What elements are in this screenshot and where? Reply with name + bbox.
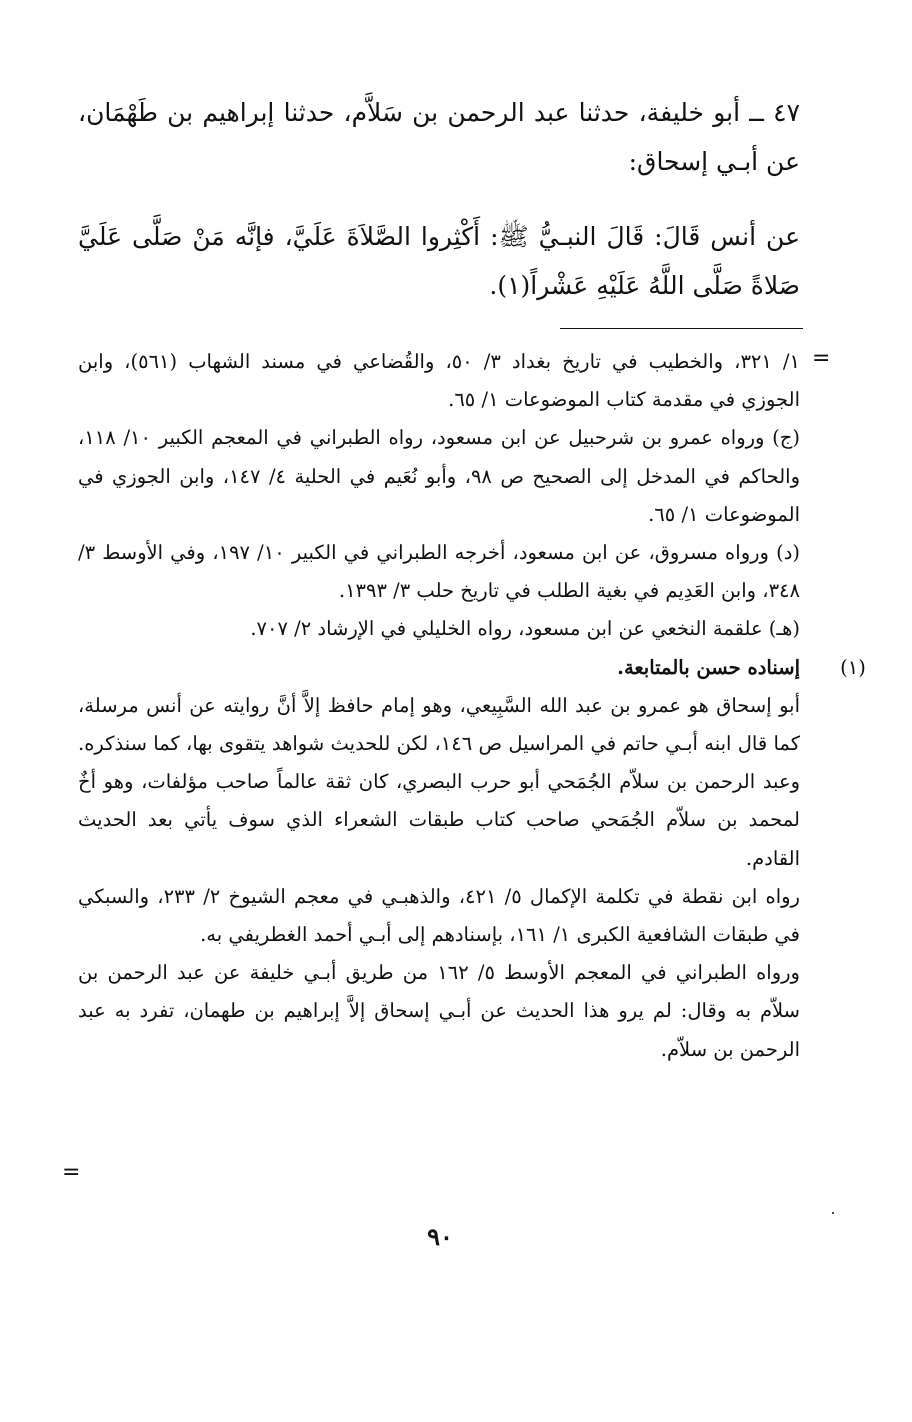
footnote-continuation-line: (ج) ورواه عمرو بن شرحبيل عن ابن مسعود، رواه الطبراني في المعجم الكبير ١٠/ ١١٨، والحاكم في المدخل إلى الصحيح ص ٩٨، وأبو نُعَيم في الحلية ٤/ ١٤٧، وابن الجوزي في الموضوعات ١/ ٦٥. [78,426,800,526]
footnote-number: (١) [840,655,866,679]
speck [832,1212,834,1214]
footnote-continuation-line: (د) ورواه مسروق، عن ابن مسعود، أخرجه الطبراني في الكبير ١٠/ ١٩٧، وفي الأوسط ٣/ ٣٤٨، وابن العَدِيم في بغية الطلب في تاريخ حلب ٣/ ١٣٩٣. [78,541,800,603]
page-number: ٩٠ [427,1222,453,1251]
footnote-heading: إسناده حسن بالمتابعة. [617,655,800,679]
hadith-text: عن أنس قَالَ: قَالَ النبـيُّ ﷺ: أَكْثِروا الصَّلاَةَ عَلَيَّ، فإنَّه مَنْ صَلَّى عَلَيَّ صَلاةً صَلَّى اللَّهُ عَلَيْهِ عَشْراً(١). [78,222,800,300]
footnote-paragraph: ورواه الطبراني في المعجم الأوسط ٥/ ١٦٢ من طريق أبـي خليفة عن عبد الرحمن بن سلاّم به وقال: لم يرو هذا الحديث عن أبـي إسحاق إلاَّ إبراهيم بن طهمان، تفرد به عبد الرحمن بن سلاّم. [78,961,800,1061]
footnote-continuation-line: ١/ ٣٢١، والخطيب في تاريخ بغداد ٣/ ٥٠، والقُضاعي في مسند الشهاب (٥٦١)، وابن الجوزي في مقدمة كتاب الموضوعات ١/ ٦٥. [78,350,800,412]
footnote-1 [78,649,866,687]
footnote-paragraph: أبو إسحاق هو عمرو بن عبد الله السَّبِيعي، وهو إمام حافظ إلاَّ أنَّ روايته عن أنس مرسلة، كما قال ابنه أبـي حاتم في المراسيل ص ١٤٦، لكن للحديث شواهد يتقوى بها، كما سنذكره. وعبد الرحمن بن سلاّم الجُمَحي أبو حرب البصري، كان ثقة عالماً صاحب مؤلفات، وهو أخٌ لمحمد بن سلاّم الجُمَحي صاحب كتاب طبقات الشعراء الذي سوف يأتي بعد الحديث القادم. [78,693,800,870]
continues-mark: = [62,1160,81,1185]
hadith-chain: ٤٧ ــ أبو خليفة، حدثنا عبد الرحمن بن سَلاَّم، حدثنا إبراهيم بن طَهْمَان، عن أبـي إسحاق: [78,98,800,176]
footnotes [78,343,866,1069]
continuation-mark: = [812,346,831,371]
footnote-continuation-line: (هـ) علقمة النخعي عن ابن مسعود، رواه الخليلي في الإرشاد ٢/ ٧٠٧. [250,617,800,641]
footnote-separator [560,328,803,329]
footnote-paragraph: رواه ابن نقطة في تكلمة الإكمال ٥/ ٤٢١، والذهبـي في معجم الشيوخ ٢/ ٢٣٣، والسبكي في طبقات الشافعية الكبرى ١/ ١٦١، بإسنادهم إلى أبـي أحمد الغطريفي به. [78,884,800,947]
